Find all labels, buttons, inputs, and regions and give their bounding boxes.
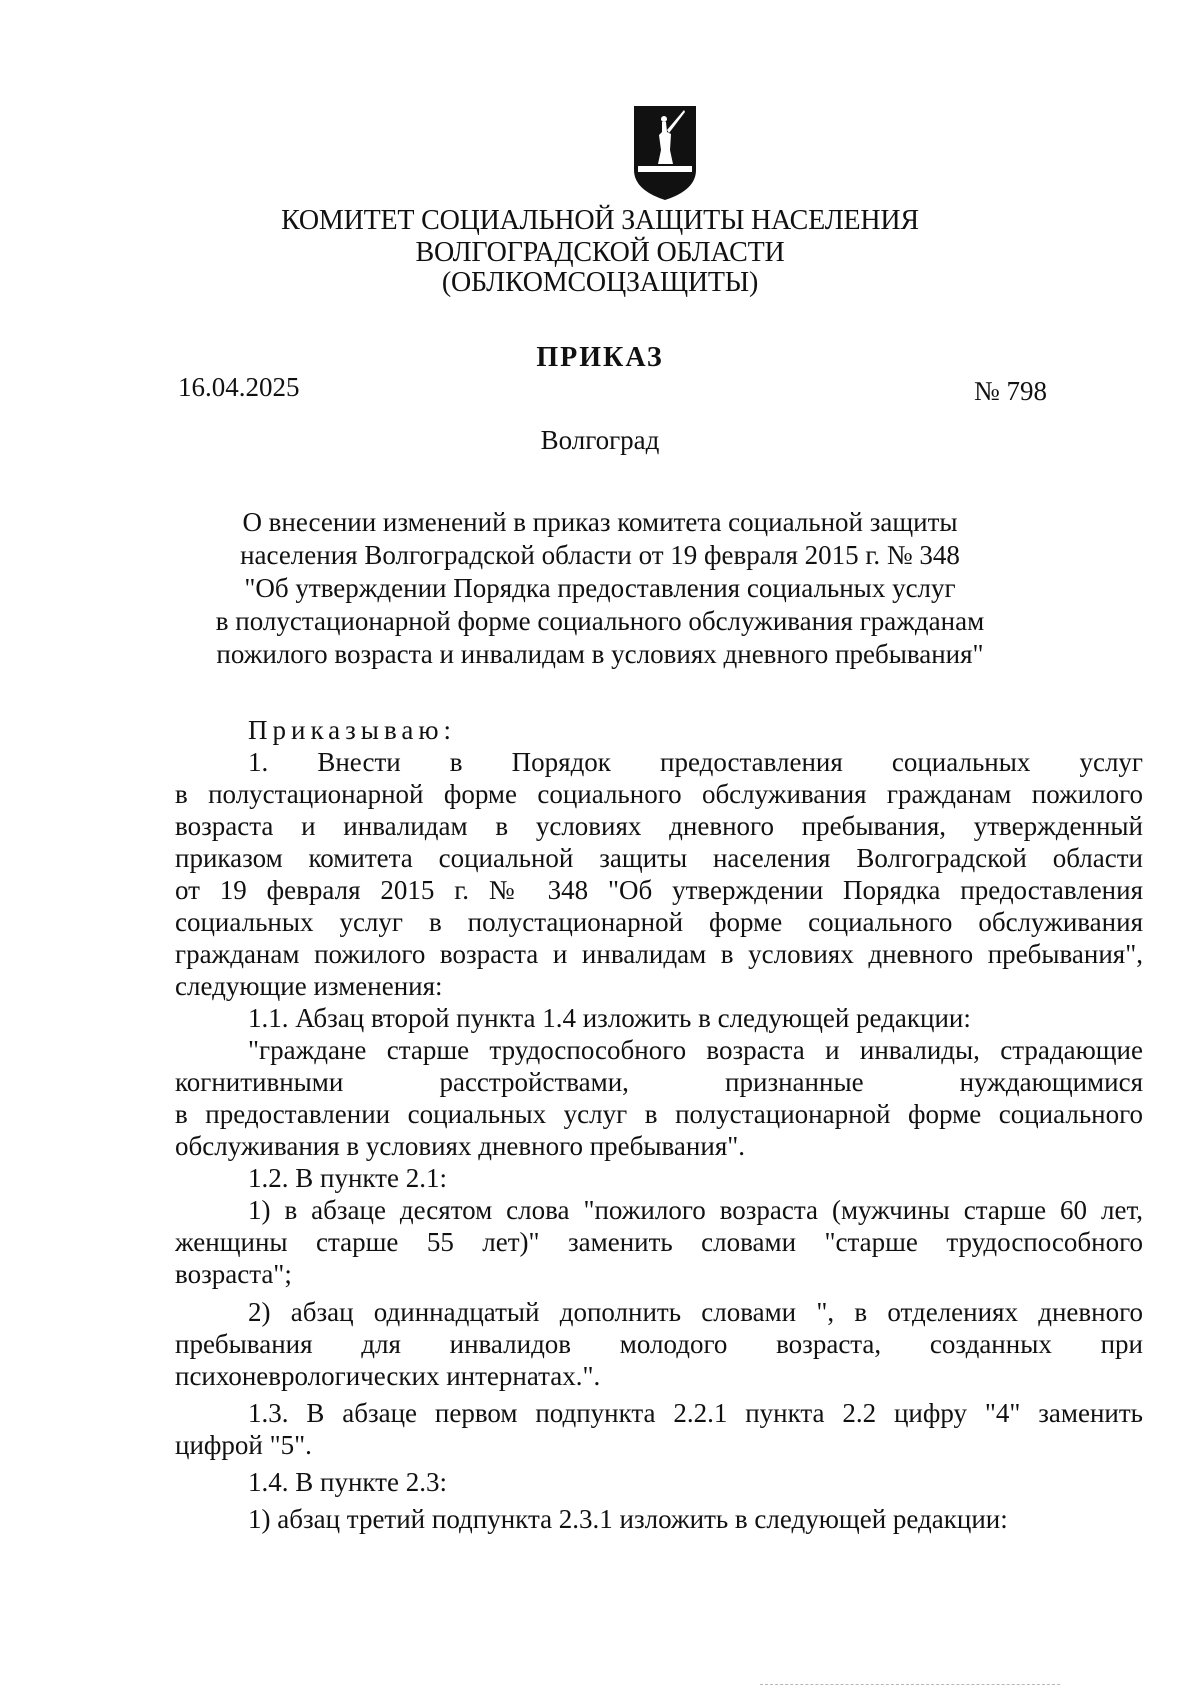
body-line: от 19 февраля 2015 г. № 348 "Об утверждении Порядка предоставления xyxy=(175,875,1143,905)
document-date: 16.04.2025 xyxy=(178,372,300,402)
body-line: 1.2. В пункте 2.1: xyxy=(248,1163,447,1193)
body-line: обслуживания в условиях дневного пребывания". xyxy=(175,1131,746,1161)
body-line: социальных услуг в полустационарной форме социального обслуживания xyxy=(175,907,1143,937)
body-line: возраста и инвалидам в условиях дневного пребывания, утвержденный xyxy=(175,811,1143,841)
body-line: 1.1. Абзац второй пункта 1.4 изложить в следующей редакции: xyxy=(248,1003,971,1033)
document-number: № 798 xyxy=(974,376,1048,406)
body-line: 2) абзац одиннадцатый дополнить словами ", в отделениях дневного xyxy=(248,1297,1143,1327)
subject-line: О внесении изменений в приказ комитета социальной защиты xyxy=(242,507,958,537)
body-line: 1.3. В абзаце первом подпункта 2.2.1 пункта 2.2 цифру "4" заменить xyxy=(248,1398,1143,1428)
subject-line: в полустационарной форме социального обслуживания гражданам xyxy=(215,606,985,636)
body-line: психоневрологических интернатах.". xyxy=(175,1361,601,1391)
body-line: цифрой "5". xyxy=(175,1430,312,1460)
order-word: Приказываю: xyxy=(248,715,456,745)
body-line: 1) в абзаце десятом слова "пожилого возраста (мужчины старше 60 лет, xyxy=(248,1195,1143,1225)
org-abbreviation: (ОБЛКОМСОЦЗАЩИТЫ) xyxy=(441,267,759,298)
subject-line: населения Волгоградской области от 19 февраля 2015 г. № 348 xyxy=(240,540,960,570)
body-line: женщины старше 55 лет)" заменить словами "старше трудоспособного xyxy=(175,1227,1143,1257)
subject-line: пожилого возраста и инвалидам в условиях дневного пребывания" xyxy=(216,639,984,669)
org-name-line-1: КОМИТЕТ СОЦИАЛЬНОЙ ЗАЩИТЫ НАСЕЛЕНИЯ xyxy=(281,205,919,236)
document-city: Волгоград xyxy=(540,425,660,455)
footer-divider xyxy=(760,1684,1060,1685)
coat-of-arms-emblem xyxy=(632,104,698,202)
body-line: возраста"; xyxy=(175,1259,292,1289)
body-line: приказом комитета социальной защиты населения Волгоградской области xyxy=(175,843,1143,873)
document-type-title: ПРИКАЗ xyxy=(536,342,664,373)
body-line: 1.4. В пункте 2.3: xyxy=(248,1467,447,1497)
body-line: пребывания для инвалидов молодого возраста, созданных при xyxy=(175,1329,1143,1359)
body-line: следующие изменения: xyxy=(175,971,443,1001)
subject-line: "Об утверждении Порядка предоставления социальных услуг xyxy=(244,573,956,603)
body-line: в предоставлении социальных услуг в полустационарной форме социального xyxy=(175,1099,1143,1129)
org-name-line-2: ВОЛГОГРАДСКОЙ ОБЛАСТИ xyxy=(415,237,785,268)
body-line: гражданам пожилого возраста и инвалидам в условиях дневного пребывания", xyxy=(175,939,1143,969)
body-line: 1) абзац третий подпункта 2.3.1 изложить в следующей редакции: xyxy=(248,1504,1008,1534)
body-line: когнитивными расстройствами, признанные нуждающимися xyxy=(175,1067,1143,1097)
body-line: в полустационарной форме социального обслуживания гражданам пожилого xyxy=(175,779,1143,809)
body-line: 1. Внести в Порядок предоставления социальных услуг xyxy=(248,747,1143,777)
body-line: "граждане старше трудоспособного возраста и инвалиды, страдающие xyxy=(248,1035,1143,1065)
